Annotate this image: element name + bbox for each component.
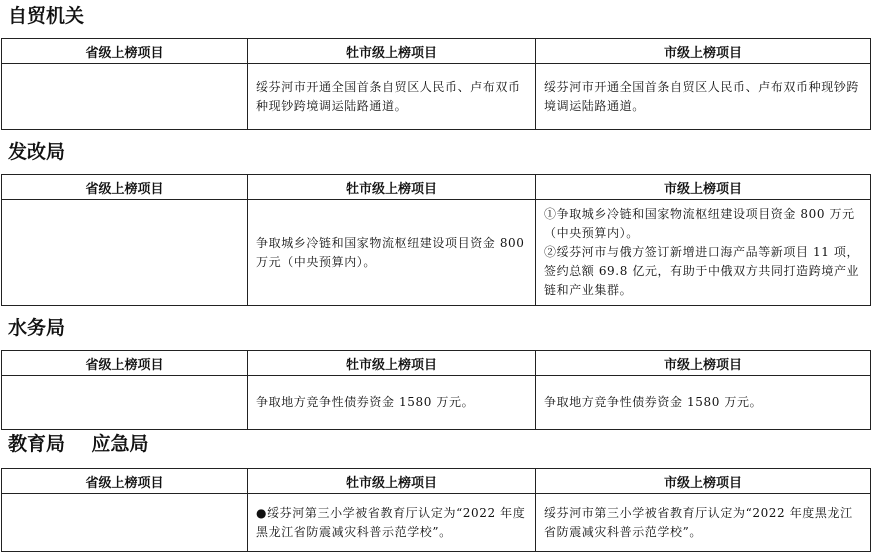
column-header-provincial: 省级上榜项目 <box>2 175 248 200</box>
column-header-provincial: 省级上榜项目 <box>2 39 248 64</box>
table-row <box>2 64 871 130</box>
section-title: 水务局 <box>8 317 66 339</box>
column-header-city: 市级上榜项目 <box>536 469 871 494</box>
column-header-city: 市级上榜项目 <box>536 351 871 376</box>
column-header-mudanjiang: 牡市级上榜项目 <box>248 351 536 376</box>
table-header-row <box>2 175 871 200</box>
column-header-city: 市级上榜项目 <box>536 39 871 64</box>
table-header-row <box>2 351 871 376</box>
table-row <box>2 494 871 552</box>
cell-provincial <box>2 376 248 430</box>
city-item: 绥芬河市开通全国首条自贸区人民币、卢布双币种现钞跨境调运陆路通道。 <box>544 79 860 113</box>
section-title: 自贸机关 <box>8 5 85 27</box>
cell-mudanjiang: 绥芬河市开通全国首条自贸区人民币、卢布双币种现钞跨境调运陆路通道。 <box>248 64 536 130</box>
section-title: 教育局 应急局 <box>8 433 149 455</box>
city-item: 绥芬河市第三小学被省教育厅认定为“2022 年度黑龙江省防震减灾科普示范学校”。 <box>544 505 853 539</box>
cell-city <box>536 64 871 130</box>
column-header-mudanjiang: 牡市级上榜项目 <box>248 469 536 494</box>
table-header-row <box>2 39 871 64</box>
cell-provincial <box>2 494 248 552</box>
cell-mudanjiang: ●绥芬河第三小学被省教育厅认定为“2022 年度黑龙江省防震减灾科普示范学校”。 <box>248 494 536 552</box>
city-item: ①争取城乡冷链和国家物流枢纽建设项目资金 800 万元（中央预算内）。 <box>544 207 855 240</box>
column-header-provincial: 省级上榜项目 <box>2 469 248 494</box>
column-header-city: 市级上榜项目 <box>536 175 871 200</box>
cell-mudanjiang: 争取地方竞争性债券资金 1580 万元。 <box>248 376 536 430</box>
project-table <box>1 350 871 430</box>
column-header-mudanjiang: 牡市级上榜项目 <box>248 175 536 200</box>
table-header-row <box>2 469 871 494</box>
table-row <box>2 376 871 430</box>
section-title: 发改局 <box>8 141 66 163</box>
column-header-mudanjiang: 牡市级上榜项目 <box>248 39 536 64</box>
column-header-provincial: 省级上榜项目 <box>2 351 248 376</box>
cell-city <box>536 376 871 430</box>
city-item: ②绥芬河市与俄方签订新增进口海产品等新项目 11 项，签约总额 69.8 亿元，有助于中俄双方共同打造跨境产业链和产业集群。 <box>544 245 860 297</box>
cell-provincial <box>2 200 248 306</box>
table-row <box>2 200 871 306</box>
cell-city <box>536 494 871 552</box>
cell-mudanjiang: 争取城乡冷链和国家物流枢纽建设项目资金 800 万元（中央预算内）。 <box>248 200 536 306</box>
cell-city <box>536 200 871 306</box>
project-table <box>1 174 871 306</box>
project-table <box>1 38 871 130</box>
cell-provincial <box>2 64 248 130</box>
city-item: 争取地方竞争性债券资金 1580 万元。 <box>544 395 763 409</box>
project-table <box>1 468 871 552</box>
